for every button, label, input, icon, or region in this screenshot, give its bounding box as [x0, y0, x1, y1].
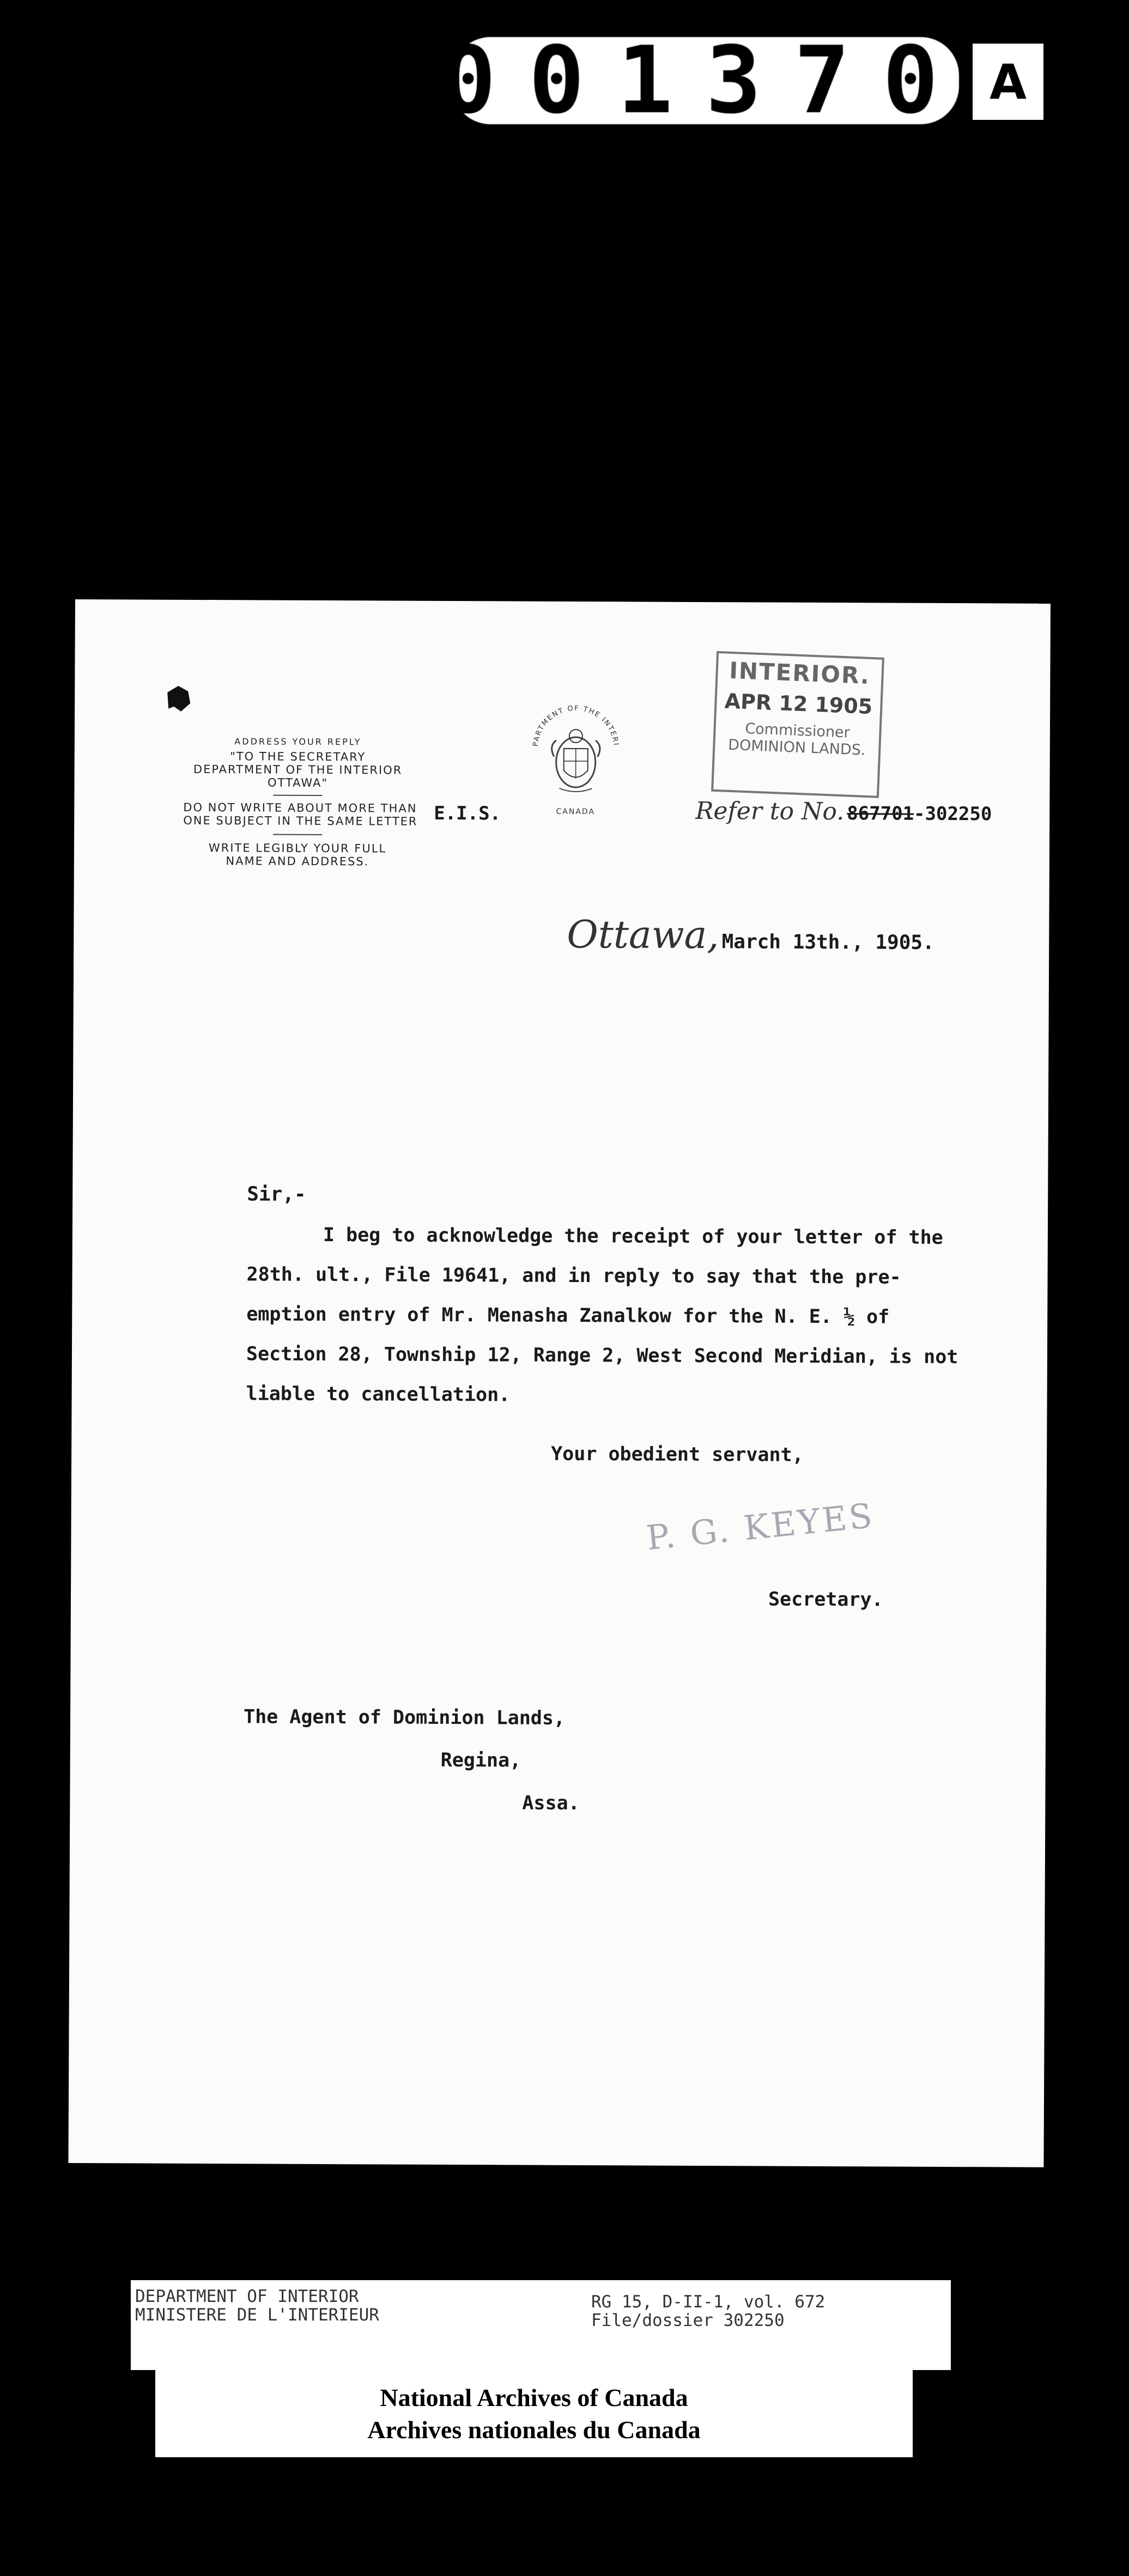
letter-page: [68, 599, 1051, 2167]
recipient-line-1: The Agent of Dominion Lands,: [243, 1706, 566, 1729]
instruction2-line2: NAME AND ADDRESS.: [226, 854, 369, 868]
dept-fr: MINISTERE DE L'INTERIEUR: [135, 2305, 379, 2325]
refer-number: -302250: [914, 803, 992, 825]
refer-struck-number: 867701: [847, 803, 914, 825]
archives-name-en: National Archives of Canada: [380, 2384, 688, 2411]
body-line-3: emption entry of Mr. Menasha Zanalkow for the N. E. ½ of: [246, 1303, 890, 1328]
address-line2: DEPARTMENT OF THE INTERIOR: [193, 762, 403, 777]
record-group-ref: RG 15, D-II-1, vol. 672: [591, 2292, 825, 2312]
body-line-4: Section 28, Township 12, Range 2, West Second Meridian, is not: [246, 1343, 958, 1369]
stamp-line1: INTERIOR.: [729, 657, 871, 689]
refer-label: Refer to No.: [695, 797, 845, 826]
place-date: [567, 912, 934, 958]
instruction2-line1: WRITE LEGIBLY YOUR FULL: [208, 841, 387, 855]
stamp-line4: DOMINION LANDS.: [727, 736, 866, 759]
recipient-line-3: Assa.: [522, 1792, 580, 1815]
signature-stamp: P. G. KEYES: [644, 1495, 876, 1558]
divider: [273, 795, 322, 796]
national-archives-label: [155, 2370, 913, 2457]
archives-name-fr: Archives nationales du Canada: [367, 2416, 701, 2444]
closing: Your obedient servant,: [551, 1443, 804, 1466]
instruction1-line1: DO NOT WRITE ABOUT MORE THAN: [183, 800, 417, 815]
body-line-5: liable to cancellation.: [246, 1383, 511, 1406]
divider: [273, 834, 322, 835]
ink-blot-icon: [162, 682, 195, 714]
stamp-line3: Commissioner: [744, 720, 851, 742]
recipient-line-2: Regina,: [440, 1749, 521, 1772]
signatory-title: Secretary.: [768, 1588, 883, 1611]
body-line-1: I beg to acknowledge the receipt of your letter of the: [323, 1224, 943, 1249]
initials: E.I.S.: [434, 802, 501, 825]
date: March 13th., 1905.: [721, 931, 934, 954]
frame-number: 001370: [440, 27, 972, 135]
department-crest: [521, 697, 630, 823]
stamp-date: APR 12 1905: [724, 689, 873, 719]
crest-bottom-text: CANADA: [556, 807, 596, 817]
crest-top-text: DEPARTMENT OF THE INTERIOR: [531, 704, 620, 747]
frame-letter: A: [973, 44, 1043, 120]
instruction1-line2: ONE SUBJECT IN THE SAME LETTER: [183, 813, 418, 828]
place: Ottawa,: [567, 912, 719, 958]
archive-reference-label: [131, 2280, 951, 2370]
dept-en: DEPARTMENT OF INTERIOR: [135, 2287, 359, 2306]
refer-to-number: [695, 797, 992, 826]
salutation: Sir,-: [247, 1183, 306, 1206]
address-line3: OTTAWA": [267, 776, 329, 790]
address-label: ADDRESS YOUR REPLY: [234, 736, 362, 748]
letterhead-address: [183, 736, 418, 868]
address-line1: "TO THE SECRETARY: [230, 750, 366, 764]
file-ref: File/dossier 302250: [591, 2311, 785, 2330]
coat-of-arms-icon: [521, 697, 630, 823]
received-stamp: [711, 651, 884, 798]
body-line-2: 28th. ult., File 19641, and in reply to say that the pre-: [246, 1263, 901, 1289]
